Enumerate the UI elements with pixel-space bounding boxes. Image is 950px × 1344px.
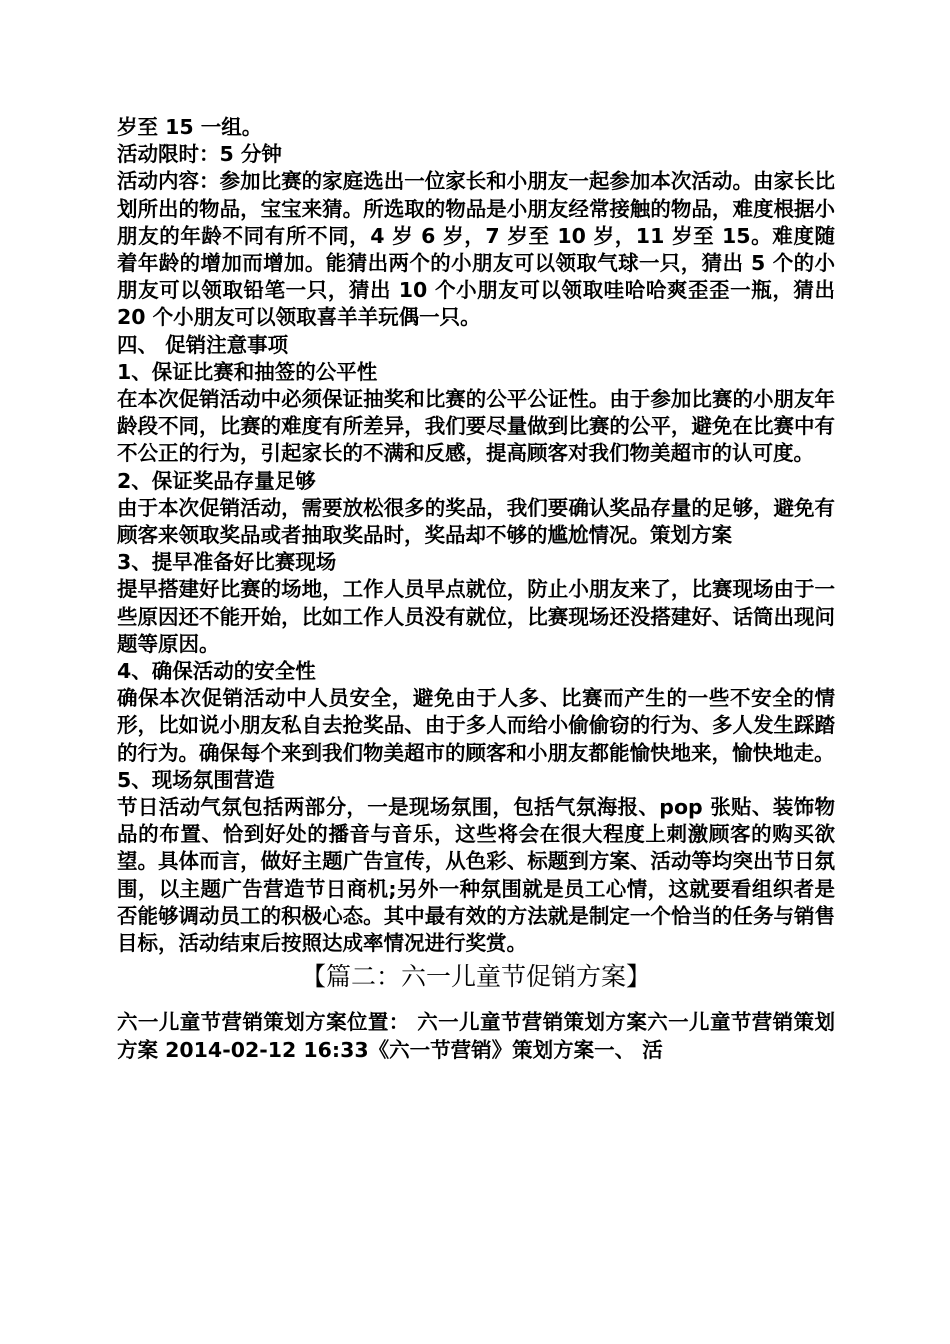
paragraph: 四、 促销注意事项 [117,332,289,357]
intro-paragraph: 六一儿童节营销策划方案位置： 六一儿童节营销策划方案六一儿童节营销策划方案 2014-02-12 16:33《六一节营销》策划方案一、 活 [117,1010,835,1062]
paragraph: 节日活动气氛包括两部分，一是现场氛围，包括气氛海报、pop 张贴、装饰物品的布置、恰到好处的播音与音乐，这些将会在很大程度上刺激顾客的购买欲望。具体而言，做好主题广告宣传，从色彩、标题到方案、活动等均突出节日氛围，以主题广告营造节日商机;另外一种氛围就是员工心情，这就要看组织者是否能够调动员工的积极心态。其中最有效的方法就是制定一个恰当的任务与销售目标，活动结束后按照达成率情况进行奖赏。 [117,795,835,956]
paragraph: 由于本次促销活动，需要放松很多的奖品，我们要确认奖品存量的足够，避免有顾客来领取奖品或者抽取奖品时，奖品却不够的尴尬情况。策划方案 [117,495,835,548]
paragraph: 提早搭建好比赛的场地，工作人员早点就位，防止小朋友来了，比赛现场由于一些原因还不能开始，比如工作人员没有就位，比赛现场还没搭建好、话筒出现问题等原因。 [117,577,835,656]
document-page [117,114,835,1064]
paragraph: 在本次促销活动中必须保证抽奖和比赛的公平公证性。由于参加比赛的小朋友年龄段不同，比赛的难度有所差异，我们要尽量做到比赛的公平，避免在比赛中有不公正的行为，引起家长的不满和反感，提高顾客对我们物美超市的认可度。 [117,387,835,466]
paragraph: 3、提早准备好比赛现场 [117,550,337,575]
paragraph: 1、保证比赛和抽签的公平性 [117,359,378,384]
paragraph: 活动内容：参加比赛的家庭选出一位家长和小朋友一起参加本次活动。由家长比划所出的物品，宝宝来猜。所选取的物品是小朋友经常接触的物品，难度根据小朋友的年龄不同有所不同，4 岁 6 岁，7 岁至 10 岁，11 岁至 15。难度随着年龄的增加而增加。能猜出两个的小朋友可以领取气球一只，猜出 5 个的小朋友可以领取铅笔一只，猜出 10 个小朋友可以领取哇哈哈爽歪歪一瓶，猜出 20 个小朋友可以领取喜羊羊玩偶一只。 [117,169,835,330]
paragraph: 活动限时：5 分钟 [117,142,282,167]
paragraph: 4、确保活动的安全性 [117,659,316,684]
paragraph: 2、保证奖品存量足够 [117,468,316,493]
paragraph: 确保本次促销活动中人员安全，避免由于人多、比赛而产生的一些不安全的情形，比如说小朋友私自去抢奖品、由于多人而给小偷偷窃的行为、多人发生踩踏的行为。确保每个来到我们物美超市的顾客和小朋友都能愉快地来，愉快地走。 [117,686,835,765]
section-heading: 【篇二：六一儿童节促销方案】 [300,962,651,992]
paragraph: 5、现场氛围营造 [117,767,275,792]
paragraph: 岁至 15 一组。 [117,115,263,139]
